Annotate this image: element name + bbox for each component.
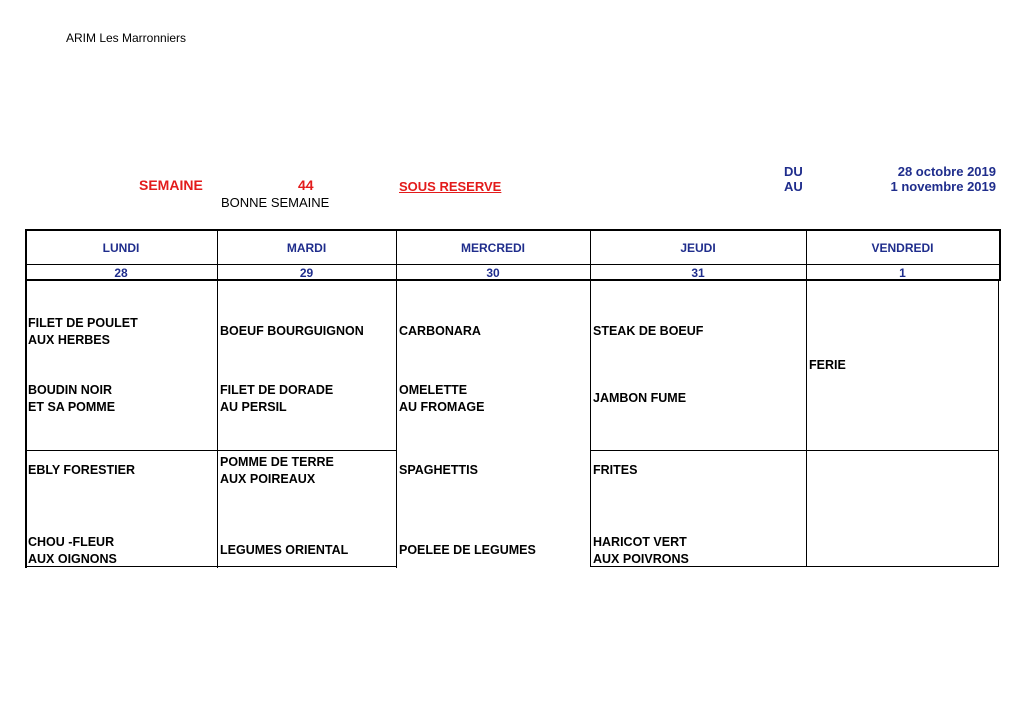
side-dish-2-line: LEGUMES ORIENTAL: [220, 543, 349, 557]
body-right-border: [998, 281, 999, 567]
vendredi-bottom: [806, 566, 999, 567]
organization-name: ARIM Les Marronniers: [66, 31, 187, 45]
col-divider: [806, 281, 807, 567]
main-dish-2-line: JAMBON FUME: [593, 391, 687, 405]
day-header-mercredi: MERCREDI: [460, 241, 525, 255]
side-dish-1-line: POMME DE TERRE: [220, 455, 334, 469]
main-dish-2: [28, 382, 115, 416]
side-dish-2: [28, 534, 117, 568]
main-dish-2-line: AU PERSIL: [220, 400, 287, 414]
lundi-mid-line: [25, 450, 217, 451]
period-start-date: 28 octobre 2019: [897, 164, 996, 179]
main-dish-2-line: ET SA POMME: [28, 400, 116, 414]
side-dish-1-line: AUX POIREAUX: [220, 472, 316, 486]
holiday-label: FERIE: [809, 358, 846, 372]
day-date: 31: [691, 266, 705, 280]
main-dish-2-line: BOUDIN NOIR: [28, 383, 113, 397]
side-dish-1: [399, 462, 478, 479]
main-dish-1-line: FILET DE POULET: [28, 316, 138, 330]
header-column-line: [999, 229, 1001, 281]
main-dish-1-line: AUX HERBES: [28, 333, 110, 347]
main-dish-1: [593, 323, 703, 340]
main-dish-2: [399, 382, 484, 416]
side-dish-1-line: EBLY FORESTIER: [28, 463, 135, 477]
col-divider: [590, 281, 591, 567]
main-dish-2-line: OMELETTE: [399, 383, 468, 397]
col-divider: [217, 281, 218, 568]
side-dish-2-line: AUX OIGNONS: [28, 552, 117, 566]
main-dish-1: [399, 323, 481, 340]
body-left-border: [25, 281, 27, 568]
main-dish-2-line: FILET DE DORADE: [220, 383, 334, 397]
day-date: 29: [299, 266, 314, 280]
day-header-vendredi: VENDREDI: [871, 241, 934, 255]
side-dish-2-line: CHOU -FLEUR: [28, 535, 115, 549]
week-label: SEMAINE: [139, 177, 203, 193]
side-dish-2-line: HARICOT VERT: [593, 535, 687, 549]
side-dish-2: [593, 534, 689, 568]
period-start-label: DU: [784, 164, 803, 179]
side-dish-2: [399, 542, 536, 559]
side-dish-1: [28, 462, 135, 479]
vendredi-mid-line: [806, 450, 999, 451]
side-dish-1-line: FRITES: [593, 463, 638, 477]
main-dish-1-line: BOEUF BOURGUIGNON: [220, 324, 364, 338]
header-divider: [25, 264, 999, 265]
side-dish-1: [593, 462, 637, 479]
jeudi-mid-line: [590, 450, 806, 451]
main-dish-1: [28, 315, 138, 349]
main-dish-1: [220, 323, 364, 340]
table-border-top: [25, 229, 999, 231]
main-dish-2: [220, 382, 333, 416]
day-date: 28: [114, 266, 128, 280]
main-dish-2-line: AU FROMAGE: [399, 400, 485, 414]
day-header-lundi: LUNDI: [102, 241, 140, 255]
reserve-note: SOUS RESERVE: [399, 179, 502, 194]
day-date: 1: [899, 266, 906, 280]
period-end-label: AU: [784, 179, 803, 194]
week-number: 44: [298, 177, 314, 193]
main-dish-2: [593, 390, 686, 407]
side-dish-2-line: AUX POIVRONS: [593, 552, 689, 566]
day-header-mardi: MARDI: [286, 241, 327, 255]
day-date: 30: [486, 266, 500, 280]
side-dish-1: [220, 454, 334, 488]
mardi-mid-line: [217, 450, 397, 451]
side-dish-1-line: SPAGHETTIS: [399, 463, 478, 477]
main-dish-1-line: STEAK DE BOEUF: [593, 324, 704, 338]
greeting-text: BONNE SEMAINE: [221, 195, 330, 210]
period-end-date: 1 novembre 2019: [890, 179, 996, 194]
side-dish-2: [220, 542, 348, 559]
col-divider: [396, 281, 397, 568]
day-header-jeudi: JEUDI: [680, 241, 716, 255]
side-dish-2-line: POELEE DE LEGUMES: [399, 543, 536, 557]
mardi-bottom: [217, 566, 397, 567]
main-dish-1-line: CARBONARA: [399, 324, 481, 338]
